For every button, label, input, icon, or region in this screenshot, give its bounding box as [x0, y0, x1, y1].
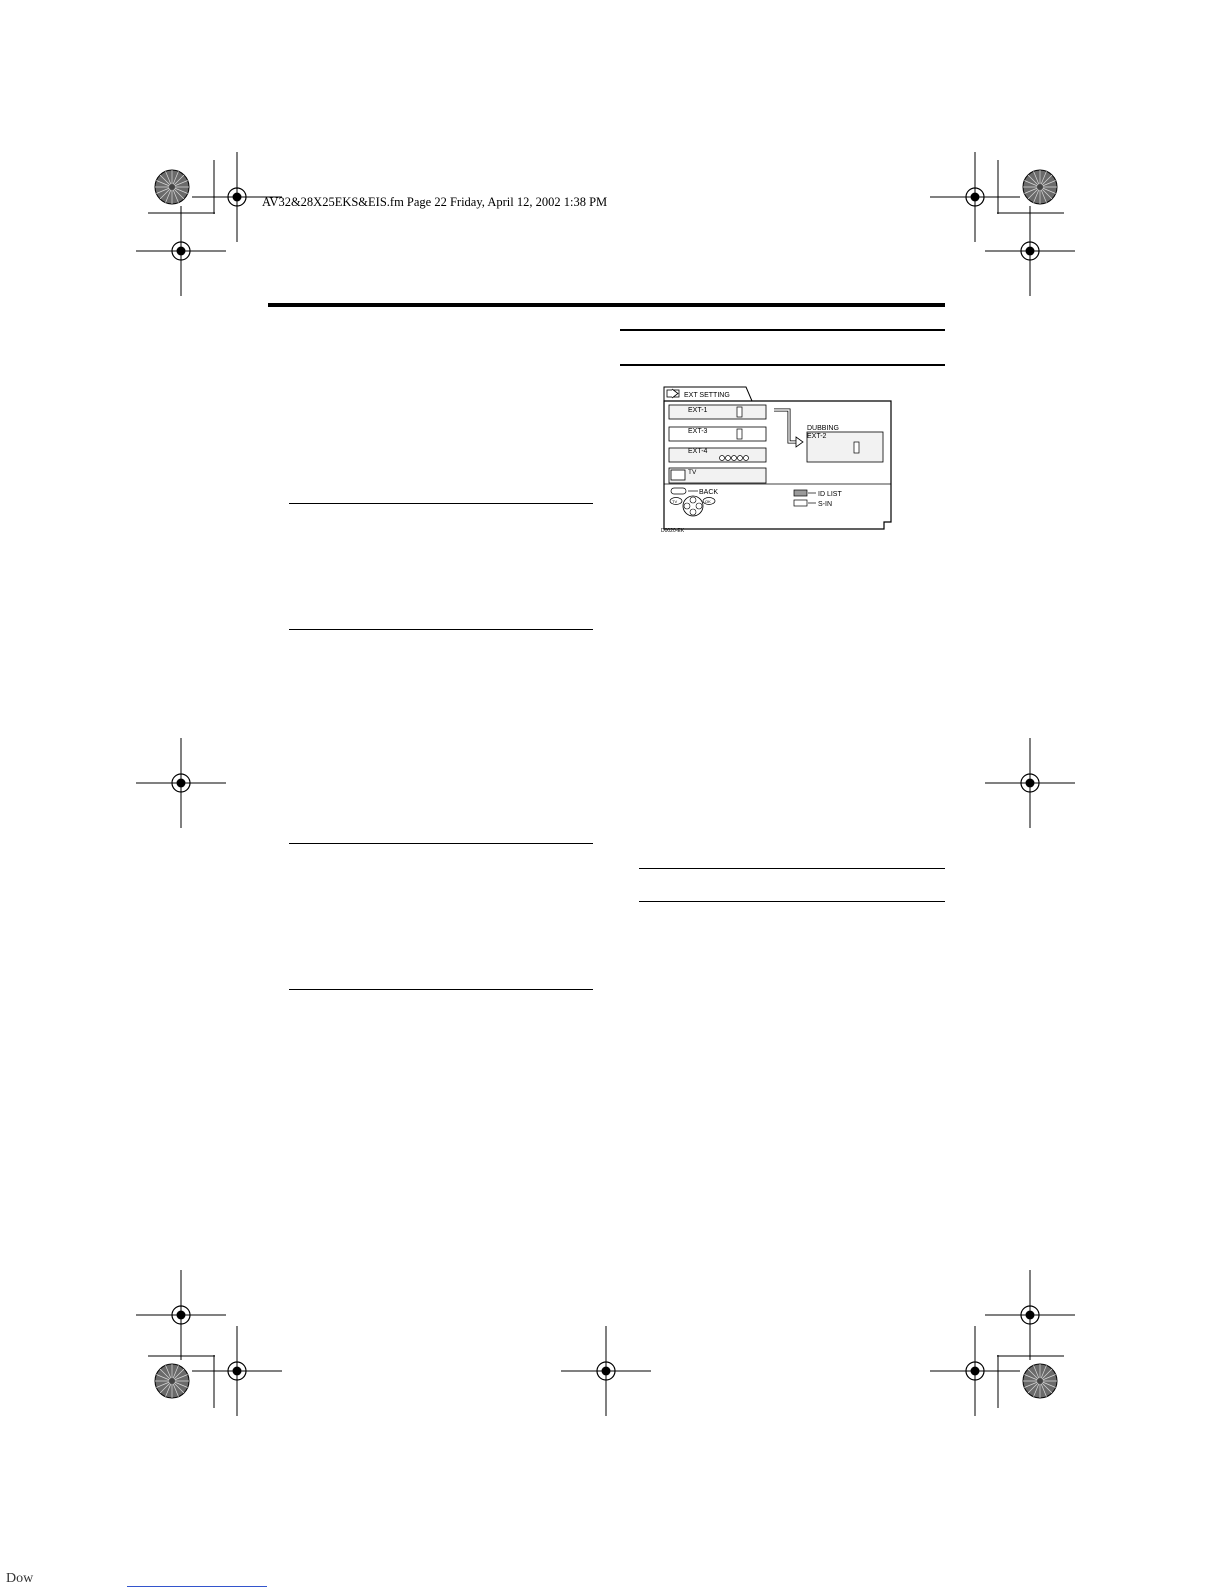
section-rule [620, 364, 945, 366]
section-rule [639, 868, 945, 869]
input-icon [667, 389, 679, 398]
registration-crosshair-icon [561, 1326, 651, 1416]
rca-jacks-icon [720, 456, 749, 461]
s-in-label: S-IN [818, 501, 832, 508]
registration-crosshair-icon [136, 206, 226, 296]
section-rule [289, 843, 593, 844]
section-rule [289, 989, 593, 990]
tv-icon [671, 470, 685, 480]
registration-crosshair-icon [985, 206, 1075, 296]
scart-icon [854, 442, 859, 453]
ok-button-label: OK [705, 499, 711, 504]
registration-starburst-icon [1023, 170, 1057, 204]
section-rule [639, 901, 945, 902]
section-rule [289, 503, 593, 504]
menu-item-label: TV [688, 469, 697, 476]
registration-crosshair-icon [136, 1270, 226, 1360]
registration-crosshair-icon [930, 1326, 1020, 1416]
menu-item-ext3 [669, 427, 766, 441]
registration-crosshair-icon [985, 1270, 1075, 1360]
section-rule [289, 629, 593, 630]
registration-starburst-icon [155, 170, 189, 204]
id-list-color-key [794, 490, 807, 496]
back-button-icon [671, 488, 686, 494]
back-label: BACK [699, 489, 719, 496]
figure-code: D0020-EK [661, 528, 685, 533]
tab-title: EXT SETTING [684, 392, 730, 399]
menu-item-label: EXT-1 [688, 407, 708, 414]
section-rule [620, 329, 945, 331]
registration-crosshair-icon [985, 738, 1075, 828]
scart-icon [737, 429, 742, 439]
registration-crosshair-icon [136, 738, 226, 828]
menu-item-label: EXT-3 [688, 428, 708, 435]
s-in-color-key [794, 500, 807, 506]
tv-button-label: TV [672, 499, 678, 504]
dubbing-label: DUBBING [807, 425, 839, 432]
registration-starburst-icon [1023, 1364, 1057, 1398]
menu-item-ext1 [669, 405, 766, 419]
registration-starburst-icon [155, 1364, 189, 1398]
scart-icon [737, 407, 742, 417]
ext-setting-screen [658, 383, 898, 533]
file-info-header: AV32&28X25EKS&EIS.fm Page 22 Friday, April 12, 2002 1:38 PM [262, 195, 608, 209]
id-list-label: ID LIST [818, 491, 842, 498]
direction-pad-icon [683, 496, 703, 516]
menu-item-label: EXT-4 [688, 448, 708, 455]
registration-crosshair-icon [192, 1326, 282, 1416]
menu-item-ext4 [669, 448, 766, 462]
registration-crosshair-icon [930, 152, 1020, 242]
dubbing-source: EXT-2 [807, 433, 827, 440]
footer-text: Dow [6, 1571, 34, 1586]
top-rule [268, 303, 945, 307]
